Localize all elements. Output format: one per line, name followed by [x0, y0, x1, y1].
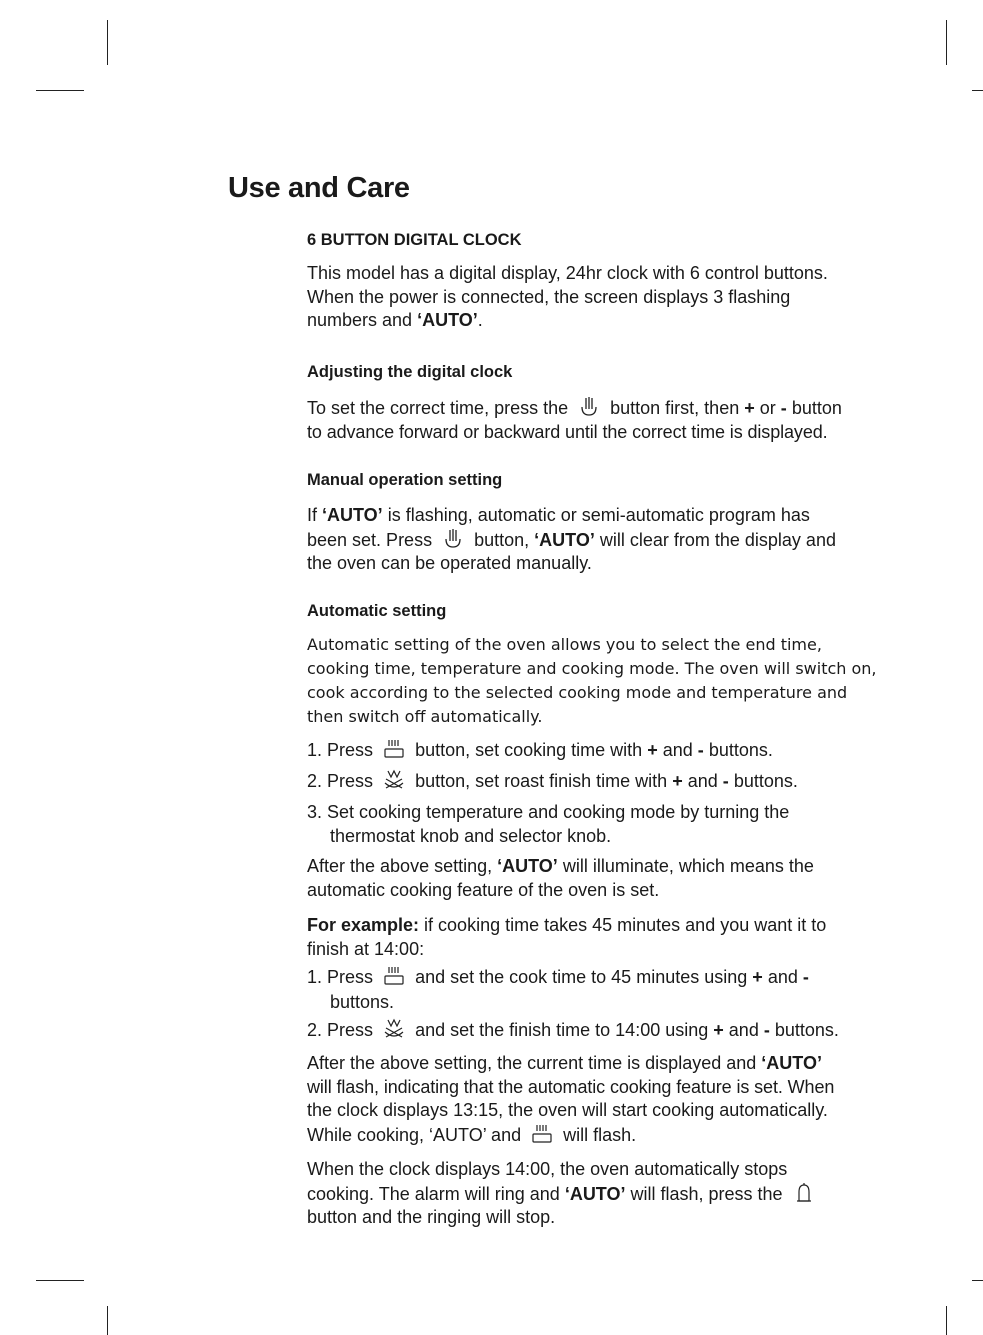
paragraph-line: cooking. The alarm will ring and ‘AUTO’ will flash, press the	[307, 1182, 907, 1207]
auto-label: ‘AUTO’	[322, 505, 383, 525]
paragraph-line: cook according to the selected cooking mode and temperature and	[307, 683, 848, 702]
auto-label: ‘AUTO’	[761, 1053, 822, 1073]
paragraph-line: been set. Press button, ‘AUTO’ will clear from the display and	[307, 529, 836, 550]
list-item: 1. Press and set the cook time to 45 minutes using + and - buttons.	[307, 967, 809, 1012]
paragraph-line: To set the correct time, press the button first, then + or - button	[307, 398, 842, 418]
section-heading: Manual operation setting	[307, 471, 503, 489]
paragraph-line: For example: if cooking time takes 45 minutes and you want it to	[307, 915, 827, 935]
crop-mark-tr-v	[946, 20, 947, 65]
paragraph-line: If ‘AUTO’ is flashing, automatic or semi-automatic program has	[307, 505, 810, 525]
paragraph-line: to advance forward or backward until the correct time is displayed.	[307, 421, 828, 442]
paragraph-line: cooking time, temperature and cooking mode. The oven will switch on,	[307, 659, 877, 678]
paragraph-line: button and the ringing will stop.	[307, 1207, 556, 1227]
auto-label: ‘AUTO’	[417, 310, 478, 330]
cook-duration-icon	[382, 965, 406, 987]
end-time-icon	[382, 769, 406, 791]
crop-mark-tl-h	[36, 90, 84, 91]
paragraph-line: This model has a digital display, 24hr clock with 6 control buttons.	[307, 263, 828, 283]
page-title: Use and Care	[228, 172, 410, 204]
list-item: 1. Press button, set cooking time with + and - buttons.	[307, 740, 773, 760]
section-heading: Adjusting the digital clock	[307, 363, 513, 381]
section-heading: Automatic setting	[307, 602, 447, 620]
paragraph-line: When the power is connected, the screen displays 3 flashing	[307, 286, 791, 307]
crop-mark-tr-h	[972, 90, 983, 91]
section-adjusting-clock	[307, 363, 907, 444]
crop-mark-tl-v	[107, 20, 108, 65]
bell-icon	[792, 1182, 816, 1204]
crop-mark-br-v	[946, 1306, 947, 1335]
paragraph-line: While cooking, ‘AUTO’ and will flash.	[307, 1124, 637, 1145]
section-manual-operation	[307, 471, 907, 576]
section-heading: 6 BUTTON DIGITAL CLOCK	[307, 231, 522, 249]
paragraph-line: will flash, indicating that the automatic cooking feature is set. When	[307, 1076, 835, 1097]
manual-hand-icon	[577, 396, 601, 418]
crop-mark-bl-h	[36, 1280, 84, 1281]
paragraph-line: then switch off automatically.	[307, 707, 543, 726]
paragraph-line: After the above setting, the current time is displayed and ‘AUTO’	[307, 1053, 822, 1073]
section-automatic-setting	[307, 602, 907, 1230]
paragraph-line: finish at 14:00:	[307, 938, 425, 959]
auto-label: ‘AUTO’	[564, 1183, 626, 1204]
cook-duration-icon	[382, 738, 406, 760]
paragraph-line: numbers and ‘AUTO’.	[307, 310, 483, 330]
list-item: 2. Press button, set roast finish time with + and - buttons.	[307, 771, 798, 791]
crop-mark-br-h	[972, 1280, 983, 1281]
example-label: For example:	[307, 915, 420, 935]
paragraph-line: automatic cooking feature of the oven is set.	[307, 879, 660, 900]
list-item: 3. Set cooking temperature and cooking mode by turning the thermostat knob and selector knob.	[307, 802, 790, 846]
auto-label: ‘AUTO’	[497, 856, 558, 876]
cook-duration-icon	[530, 1123, 554, 1145]
list-item: 2. Press and set the finish time to 14:00 using + and - buttons.	[307, 1020, 839, 1040]
manual-hand-icon	[441, 528, 465, 550]
paragraph-line: the oven can be operated manually.	[307, 553, 592, 573]
end-time-icon	[382, 1018, 406, 1040]
paragraph-line: the clock displays 13:15, the oven will start cooking automatically.	[307, 1100, 828, 1120]
crop-mark-bl-v	[107, 1306, 108, 1335]
auto-label: ‘AUTO’	[534, 529, 595, 550]
paragraph-line: When the clock displays 14:00, the oven automatically stops	[307, 1159, 788, 1179]
paragraph-line: Automatic setting of the oven allows you to select the end time,	[307, 635, 822, 654]
section-digital-clock	[307, 231, 907, 333]
paragraph-line: After the above setting, ‘AUTO’ will illuminate, which means the	[307, 856, 814, 876]
